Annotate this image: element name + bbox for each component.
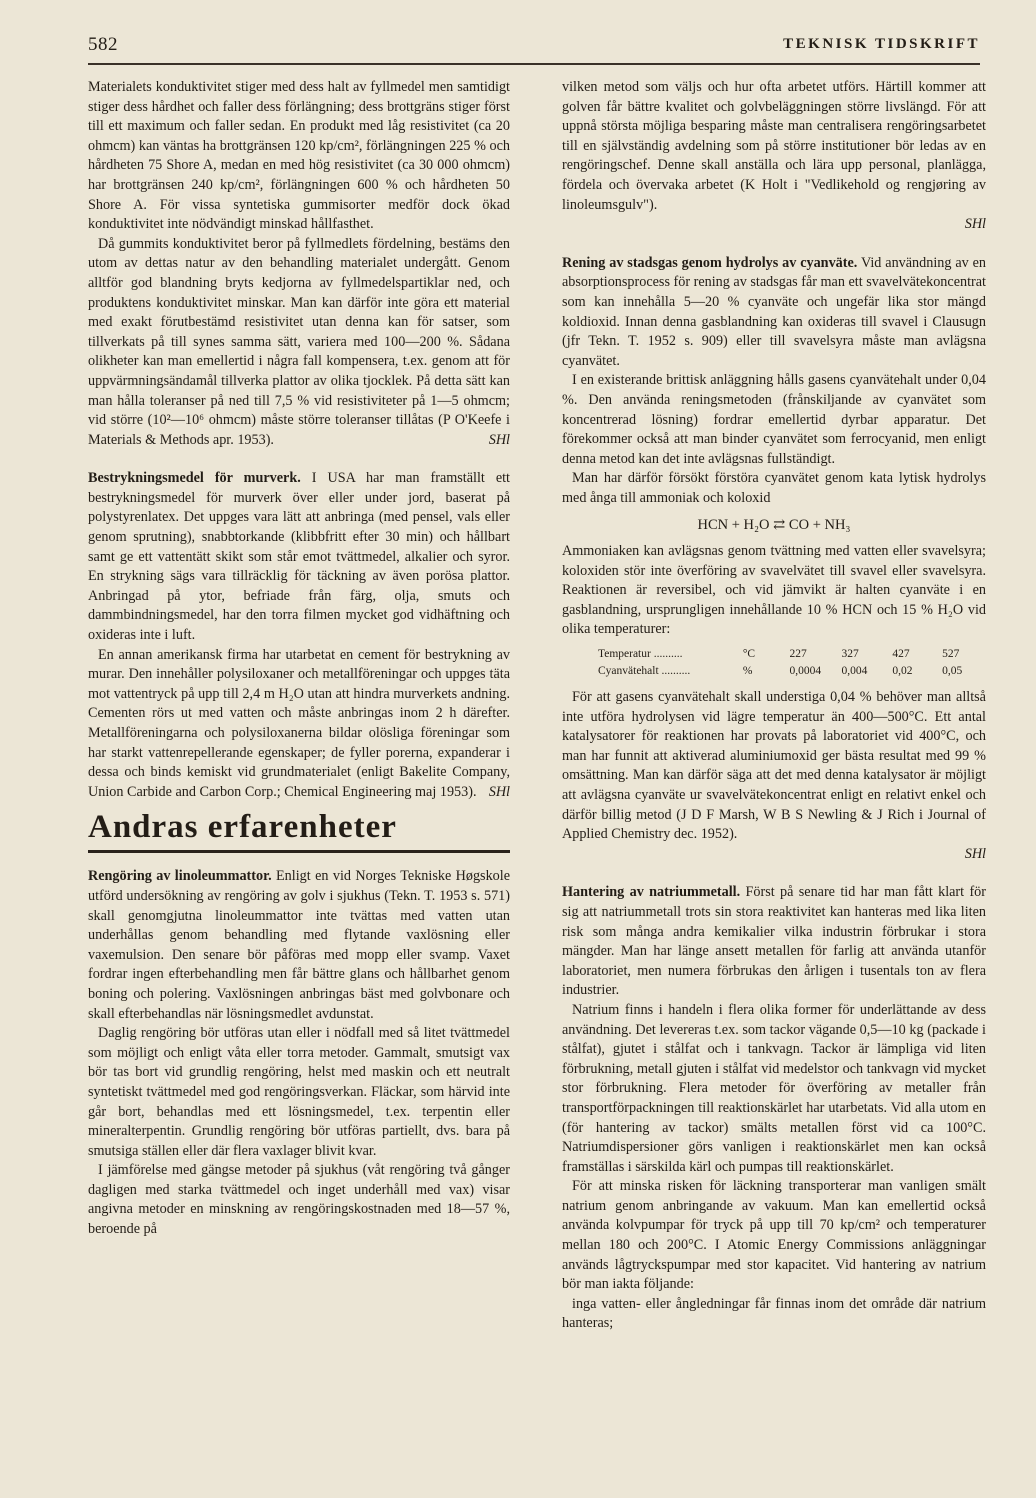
row-label: Cyanvätehalt .......... (598, 665, 691, 678)
paragraph: Ammoniaken kan avlägsnas genom tvättning med vatten eller svavelsyra; koloxiden stör inte överföring av svavelvätet till svavel eller svavelsyra. Reaktionen är reversibel, och vid jämvikt är halten cyanväte i en gasblandning, ursprungligen innehållande 10 % HCN och 15 % H₂O vid olika temperaturer: (562, 543, 986, 638)
paragraph: inga vatten- eller ångledningar får finnas inom det område där natrium hanteras; (562, 1295, 986, 1332)
right-column (562, 78, 986, 1334)
table-row (592, 663, 986, 680)
paragraph-text: I USA har man framställt ett bestrykningsmedel för murverk över eller under jord, baserat på polystyrenlatex. Det uppges vara lätt att anbringa (med pensel, vals eller genom sprutning), snabbtorkande (klibbfritt efter 30 min) och hållbart samt ge ett vattentätt skikt som står emot tvättmedel, alkalier och syror. En strykning sägs vara tillräcklig för täckning av även porösa plattor. Anbringad på ytor, befriade från färg, olja, smuts och dammbindningsmedel, har den torra filmen mycket god vidhäftning och oxideras inte i luft. (88, 470, 511, 644)
table-cell: 0,0004 (789, 665, 822, 678)
paragraph-text: Då gummits konduktivitet beror på fyllmedlets fördelning, bestäms den utom av dettas natur av den behandling materialet undergått. Genom alltför god blandning bryts kedjorna av fyllmedelspartiklar ned, och produktens konduktivitet minskar. Man kan därför inte göra ett material med exakt förutbestämd resistivitet utan denna kan för satser, som tillverkats på till synes samma sätt, variera med 100—200 %. Sådana olikheter kan man emellertid i några fall kompensera, t.ex. genom att för uppvärmningsändamål tillverka plattor av olika tjocklek. På detta sätt kan man hålla toleranser på ned till 7,5 % vid resistiviteter på 1—5 ohmcm; vid större (10²—10⁶ ohmcm) måste större toleranser tillåtas (P O'Keefe i Materials & Methods apr. 1953). (88, 235, 510, 448)
paragraph: Daglig rengöring bör utföras utan eller i nödfall med så litet tvättmedel som möjligt och enligt våta eller torra metoder. Gammalt, smutsigt vax bör tas bort vid grundlig rengöring, helst med maskin och ett neutralt syntetiskt tvättmedel med god rengöringsverkan. Fläckar, som härvid inte går bort, behandlas med ett lösningsmedel, t.ex. terpentin eller mineralterpentin. Grundlig rengöring bör utföras partiellt, dvs. bara på smutsiga ställen eller där flera vaxlager blivit kvar. (88, 1025, 510, 1159)
table-cell: 0,05 (942, 665, 963, 678)
paragraph: Man har därför försökt förstöra cyanvätet genom kata lytisk hydrolys med ånga till ammoniak och koloxid (562, 470, 986, 506)
page-number: 582 (88, 34, 118, 55)
table-cell: 227 (789, 648, 807, 661)
paragraph: För att gasens cyanvätehalt skall understiga 0,04 % behöver man alltså inte utföra hydrolysen vid lägre temperatur än 400—500°C. Ett antal katalysatorer för reaktionen har provats på laboratoriet vid 400°C, och man har funnit att aktiverad aluminiumoxid ger bästa resultat med 99 % omsättning. Man kan därför säga att det med denna katalysator är möjligt att avlägsna cyanväte ur svavelvätekoncentrat enligt en relativt enkel och därför billig metod (J D F Marsh, W B S Newling & J Rich i Journal of Applied Chemistry dec. 1952). (562, 689, 986, 843)
paragraph-text: Vid användning av en absorptionsprocess för rening av stadsgas får man ett svavelvätekoncentrat som kan innehålla 5—20 % cyanväte och ungefär lika stor mängd koldioxid. Innan denna gasblandning kan oxideras till svavel i Clausugn (jfr Tekn. T. 1952 s. 909) eller till svavelsyra måste man avlägsna cyanvätet. (562, 254, 986, 369)
table-cell: 0,004 (841, 665, 868, 678)
spacer (562, 864, 986, 883)
row-label: Temperatur .......... (598, 648, 683, 661)
spacer (562, 235, 986, 254)
section-rule (88, 850, 510, 853)
paragraph-text: Enligt en vid Norges Tekniske Høgskole utförd undersökning av rengöring av golv i sjukhus (Tekn. T. 1953 s. 571) skall genomgjutna linoleummattor inte tvättas med vatten utan underhållas genom behandling med flytande vaxlösning eller vaxemulsion. Den senare bör påföras med mopp eller svamp. Vaxet fordrar ingen efterbehandling men får bättre glans och hållbarhet genom boning och polering. Vaxlösningen anbringas bäst med golvbonare och skall efterbehandlas när lösningsmedlet avdunstat. (88, 868, 511, 1022)
paragraph (88, 469, 510, 645)
section-heading-rening: Rening av stadsgas genom hydrolys av cyanväte. (562, 254, 858, 271)
paragraph: I jämförelse med gängse metoder på sjukhus (våt rengöring två gånger dagligen med starka tvättmedel och inget underhåll med vax) visar angivna metoder en minskning av rengöringskostnaden med 18—57 %, beroende på (88, 1162, 510, 1238)
paragraph (562, 254, 986, 372)
section-title-andras-erfarenheter: Andras erfarenheter (88, 809, 397, 846)
paragraph-text: Först på senare tid har man fått klart för sig att natriummetall trots sin stora reaktivitet kan hanteras med lika liten risk som många andra kemikalier vilka industrin förbrukar i stora mängder. Man har länge ansett metallen för farlig att använda utanför laboratoriet, men numera förbrukas den årligen i tusentals ton av flera industrier. (562, 884, 986, 999)
table-cell: 327 (841, 648, 859, 661)
author-signature: SHl (488, 783, 510, 800)
row-unit: °C (742, 648, 756, 661)
table-row (592, 646, 986, 663)
paragraph: Materialets konduktivitet stiger med dess halt av fyllmedel men samtidigt stiger dess hårdhet och faller dess förlängning; dess brottgräns stiger först till ett maximum och faller sedan. En produkt med låg resistivitet (ca 20 ohmcm) kan väntas ha brottgränsen 120 kp/cm², förlängningen 225 % och hårdheten 75 Shore A, medan en med hög resistivitet (ca 30 000 ohmcm) har brottgränsen 240 kp/cm², förlängningen 600 % och hårdheten 50 Shore A. För vissa syntetiska gummisorter medför dock ökad konduktivitet inte nödvändigt minskad hållfasthet. (88, 79, 510, 233)
spacer (88, 450, 510, 469)
paragraph: Natrium finns i handeln i flera olika former för underlättande av dess användning. Det levereras t.ex. som tackor vägande 0,5—10 kg (packade i stålfat), gjutet i stålfat och i tankvagn. Tackor är lämpliga vid liten förbrukning, metall gjuten i stålfat vid medelstor och tankvagn vid mycket stor förbrukning. Flera metoder för överföring av metaller från transportförpackningen till reaktionskärlet har utarbetats. Vid alla utom en (för hantering av tackor) smälts metallen först vid ca 100°C. Natriumdispersioner görs vanligen i reaktionskärlet men kan också framställas i särskilda kärl och pumpas till reaktionskärlet. (562, 1001, 986, 1175)
header-rule (88, 63, 980, 65)
author-signature: SHl (964, 845, 986, 862)
author-signature: SHl (964, 216, 986, 233)
section-heading-natrium: Hantering av natriummetall. (562, 884, 741, 901)
paragraph (562, 883, 986, 1001)
paragraph: vilken metod som väljs och hur ofta arbetet utförs. Härtill kommer att golven får bättre kvalitet och golvbeläggningen större livslängd. För att uppnå största möjliga besparing måste man centralisera rengöringsarbetet till en självständig avdelning som på större institutioner bör ledas av en rengöringschef. Denne skall anställa och lära upp personal, planlägga, fördela och övervaka arbetet (K Holt i "Vedlikehold og rengjøring av linoleumsgulv"). (562, 79, 986, 213)
row-unit: % (742, 665, 753, 678)
table-cell: 527 (942, 648, 960, 661)
temperature-table (592, 646, 986, 680)
paragraph-text: En annan amerikansk firma har utarbetat en cement för bestrykning av murar. Den innehåller polysiloxaner och metallföreningar och uppges täta mot vattentryck på upp till 2,4 m H₂O utan att hindra murverkets andning. Cementen rörs ut med vatten och måste anbringas inom 2 h därefter. Metallföreningarna och polysiloxanerna bildar olösliga föreningar som har starkt vattenrepellerande egenskaper; de fyller porerna, expanderar i dessa och binds kemiskt vid grundmaterialet (enligt Bakelite Company, Union Carbide and Carbon Corp.; Chemical Engineering maj 1953). (88, 646, 510, 800)
author-signature: SHl (488, 431, 510, 448)
chemical-formula: HCN + H₂O ⇄ CO + NH₃ (697, 517, 851, 534)
table-cell: 0,02 (892, 665, 913, 678)
table-cell: 427 (892, 648, 910, 661)
paragraph (88, 235, 510, 451)
section-heading-bestrykningsmedel: Bestrykningsmedel för murverk. (88, 470, 301, 487)
paragraph (88, 867, 510, 1024)
paragraph: I en existerande brittisk anläggning hålls gasens cyanvätehalt under 0,04 %. Den använda reningsmetoden (frånskiljande av cyanvätet som koncentrerad lösning) fordrar emellertid dyrbar apparatur. Det förekommer också att man binder cyanvätet som ferrocyanid, men enligt denna metod kan det inte avlägsnas fullständigt. (562, 372, 986, 467)
paragraph (88, 646, 510, 803)
left-column (88, 78, 510, 1240)
journal-title: TEKNISK TIDSKRIFT (783, 36, 980, 52)
section-heading-rengoring: Rengöring av linoleummattor. (88, 868, 272, 885)
paragraph: För att minska risken för läckning transporterar man vanligen smält natrium genom anbringande av vakuum. Man kan emellertid också använda kolvpumpar för tryck på upp till 70 kp/cm² och temperaturer mellan 180 och 200°C. I Atomic Energy Commissions anläggningar används lågtryckspumpar med stor kapacitet. Vid hantering av natrium bör man iakta följande: (562, 1178, 986, 1293)
